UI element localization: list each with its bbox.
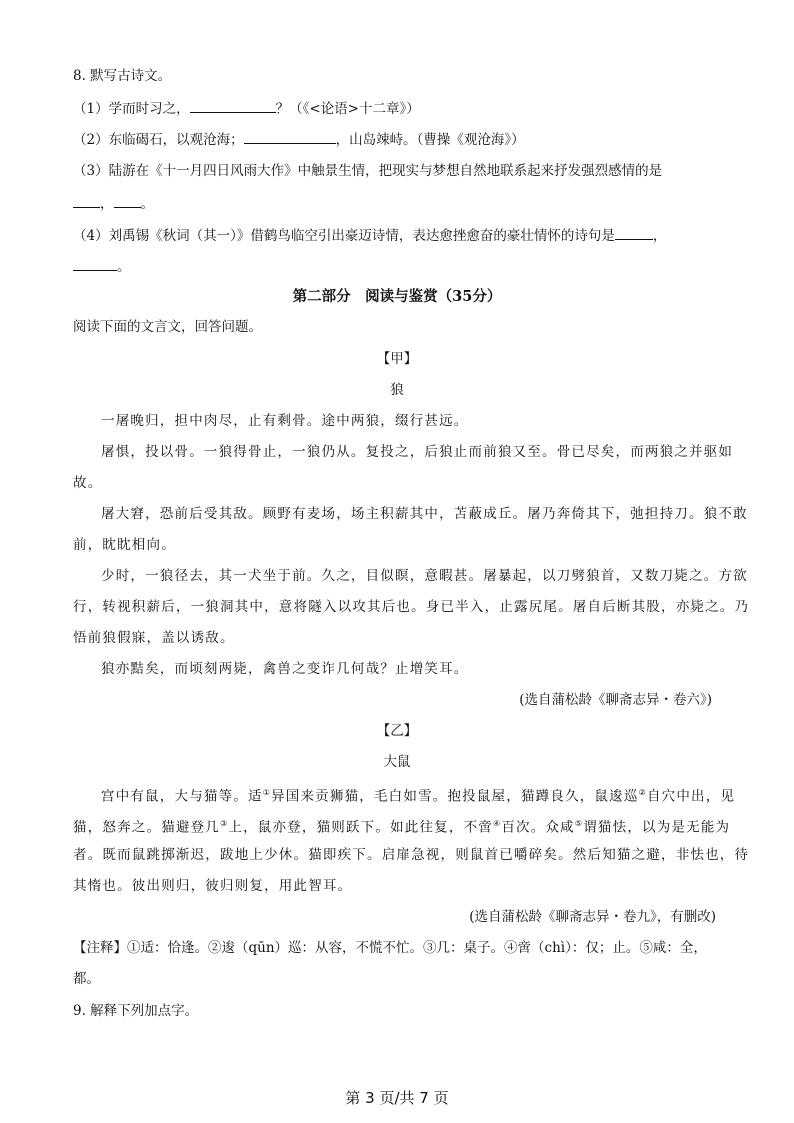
q8-title: 8. 默写古诗文。: [73, 68, 172, 84]
yi-line-2: [73, 814, 734, 838]
note-ref-4: ④: [492, 819, 502, 828]
jia-paragraph-1: 一屠晚归，担中肉尽，止有剩骨。途中两狼，缀行甚远。: [101, 413, 469, 429]
part2-title: 第二部分 阅读与鉴赏（35分）: [292, 288, 502, 305]
jia-paragraph-4a: 少时，一狼径去，其一犬坐于前。久之，目似瞑，意暇甚。屠暴起，以刀劈狼首，又数刀毙之。方欲: [101, 568, 748, 584]
yi-line-2-text-b: 上，鼠亦登，猫则跃下。如此往复，不啻: [228, 819, 493, 836]
jia-paragraph-5: 狼亦黠矣，而顷刻两毙，禽兽之变诈几何哉？止增笑耳。: [101, 661, 469, 677]
q8-item-1-text: （1）学而时习之，: [73, 101, 190, 117]
q8-item-2-text: （2）东临碣石，以观沧海；: [73, 132, 244, 148]
yi-line-3: 者。既而鼠跳掷渐迟，跋地上少休。猫即疾下。启扉急视，则鼠首已嚼碎矣。然后知猫之避，非怯也，待: [73, 847, 750, 863]
q8-item-4: [73, 225, 734, 246]
jia-paragraph-4c: 悟前狼假寐，盖以诱敌。: [73, 630, 235, 646]
q8-item-3-comma: ，: [100, 196, 114, 212]
yi-title: 大鼠: [383, 754, 411, 770]
jia-paragraph-4b: 行，转视积薪后，一狼洞其中，意将隧入以攻其后也。身已半入，止露尻尾。屠自后断其股，亦毙之。乃: [73, 599, 750, 615]
yi-line-1: [101, 783, 734, 807]
note-ref-1: ①: [262, 788, 272, 797]
yi-line-2-text-d: 谓猫怯，以为是无能为: [583, 819, 731, 836]
yi-source: (选自蒲松龄《聊斋志异・卷九》，有删改): [469, 909, 716, 925]
note-ref-5: ⑤: [574, 819, 584, 828]
yi-line-2-text-c: 百次。众咸: [501, 819, 575, 836]
q8-item-3-answer: [73, 193, 734, 214]
part2-instruction: 阅读下面的文言文，回答问题。: [73, 319, 262, 335]
q8-item-1: [73, 98, 734, 119]
yi-line-1-text-c: 自穴中出，见: [646, 788, 736, 805]
yi-line-2-text-a: 猫，怒奔之。猫避登几: [73, 819, 220, 836]
q9-title: 9. 解释下列加点字。: [73, 1003, 199, 1019]
q8-item-4-blank-2[interactable]: [73, 256, 117, 271]
jia-title: 狼: [390, 382, 404, 398]
q8-item-2-blank[interactable]: [244, 129, 336, 144]
q8-item-2: [73, 129, 734, 150]
jia-paragraph-2b: 故。: [73, 475, 103, 491]
jia-label: 【甲】: [376, 351, 418, 367]
jia-paragraph-3a: 屠大窘，恐前后受其敌。顾野有麦场，场主积薪其中，苫蔽成丘。屠乃奔倚其下，弛担持刀。狼不敢: [101, 506, 748, 522]
yi-line-4: 其惰也。彼出则归，彼归则复，用此智耳。: [73, 878, 353, 894]
jia-paragraph-2a: 屠惧，投以骨。一狼得骨止，一狼仍从。复投之，后狼止而前狼又至。骨已尽矣，而两狼之并驱如: [101, 444, 734, 460]
notes-line-1: 【注释】①适：恰逢。②逡（qūn）巡：从容，不慌不忙。③几：桌子。④啻（chì）：仅；止。⑤咸：全，: [73, 940, 707, 956]
q8-item-4-comma: ，: [652, 228, 667, 244]
yi-label: 【乙】: [376, 723, 418, 739]
q8-item-1-source: ？（《<论语>十二章》）: [275, 101, 420, 117]
q8-item-4-blank-1[interactable]: [615, 225, 653, 240]
jia-source: (选自蒲松龄《聊斋志异・卷六》): [519, 692, 712, 708]
note-ref-3: ③: [220, 819, 229, 828]
q8-item-3-blank-2[interactable]: [114, 193, 141, 208]
q8-item-2-source: ，山岛竦峙。（曹操《观沧海》）: [335, 132, 525, 148]
q8-item-3-blank-1[interactable]: [73, 193, 100, 208]
jia-paragraph-3b: 前，眈眈相向。: [73, 537, 176, 553]
yi-line-1-text-a: 宫中有鼠，大与猫等。适: [101, 788, 263, 805]
q8-item-1-blank[interactable]: [190, 98, 276, 113]
yi-line-1-text-b: 异国来贡狮猫，毛白如雪。抱投鼠屋，猫蹲良久，鼠逡巡: [271, 788, 639, 805]
q8-item-4-text: （4）刘禹锡《秋词（其一）》借鹤鸟临空引出豪迈诗情，表达愈挫愈奋的豪壮情怀的诗句是: [73, 228, 615, 244]
page-number: 第 3 页/共 7 页: [345, 1089, 449, 1107]
q8-item-4-answer: [73, 256, 734, 277]
note-ref-2: ②: [638, 788, 647, 797]
q8-item-4-period: 。: [117, 259, 131, 275]
q8-item-3: （3）陆游在《十一月四日风雨大作》中触景生情，把现实与梦想自然地联系起来抒发强烈感情的是: [73, 163, 663, 179]
notes-line-2: 都。: [73, 971, 100, 987]
q8-item-3-period: 。: [140, 196, 154, 212]
